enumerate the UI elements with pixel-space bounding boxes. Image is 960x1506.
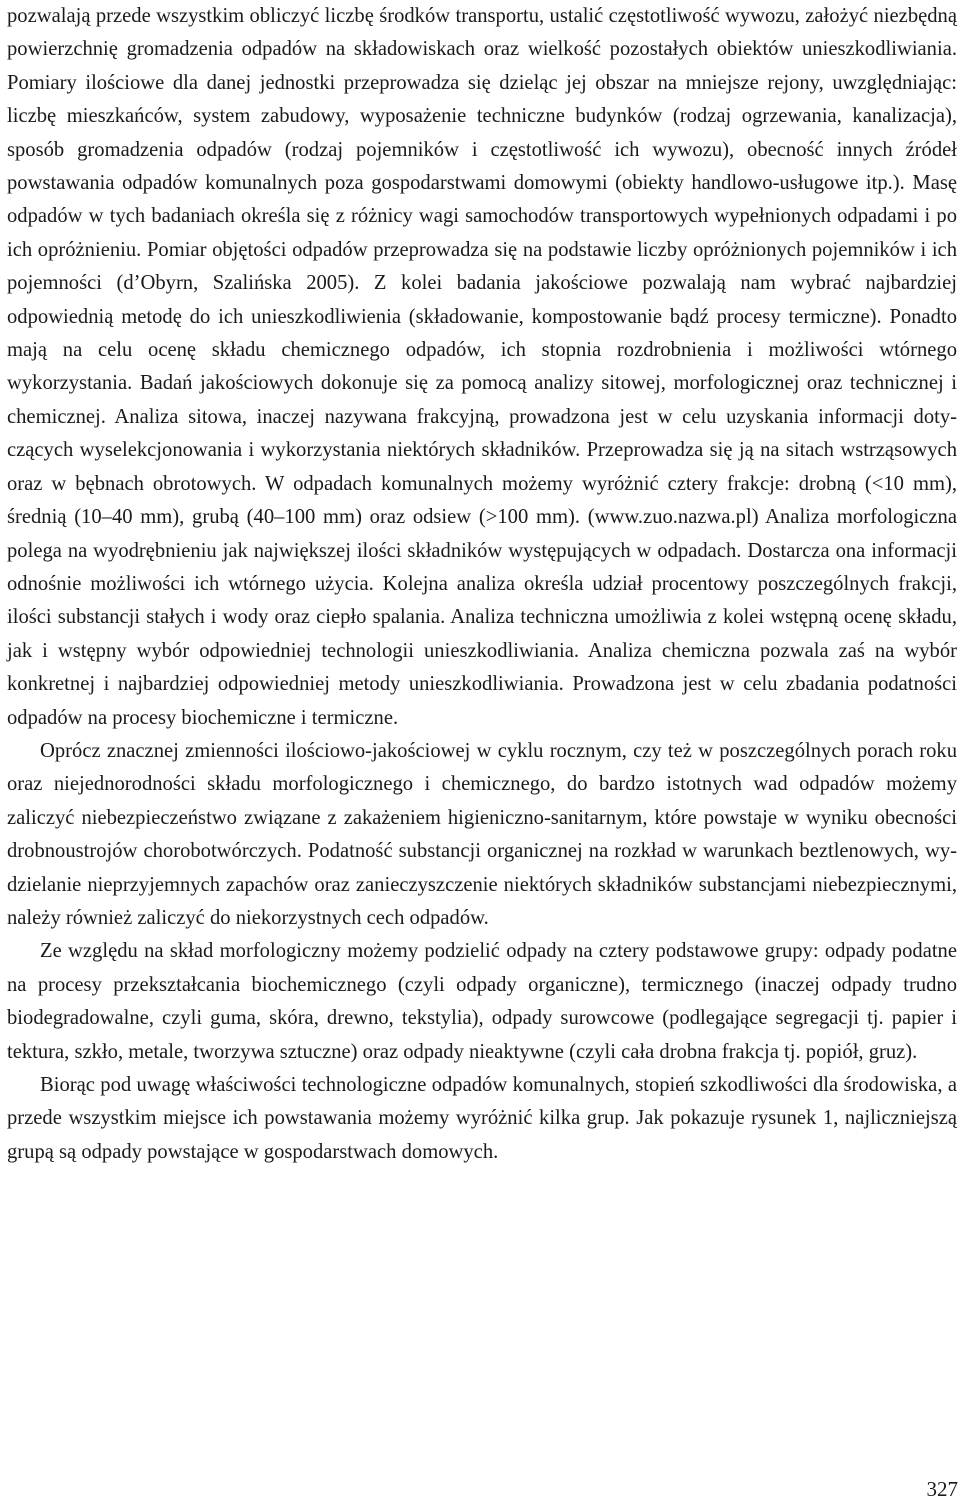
body-paragraph-2: Oprócz znacznej zmienności ilościowo-jakościowej w cyklu rocznym, czy też w poszczególnych porach roku oraz niejednorodności składu morfologicznego i chemicznego, do bardzo istotnych wad odpadów możemy zaliczyć niebezpieczeństwo związane z zakażeniem higieniczno-sanitarnym, które powstaje w wyniku obecności drobnoustrojów chorobotwórczych. Podatność substancji organicznej na rozkład w warunkach beztlenowych, wydzielanie nieprzyjemnych zapachów oraz zanieczyszczenie niektórych składników substancjami niebezpiecznymi, należy również zaliczyć do niekorzystnych cech odpadów. xyxy=(7,739,957,929)
body-paragraph-4: Biorąc pod uwagę właściwości technologiczne odpadów komunalnych, stopień szkodliwości dla środowiska, a przede wszystkim miejsce ich powstawania możemy wyróżnić kilka grup. Jak pokazuje rysunek 1, najliczniejszą grupą są odpady powstające w gospodarstwach domowych. xyxy=(7,1074,957,1163)
body-paragraph-3: Ze względu na skład morfologiczny możemy podzielić odpady na cztery podstawowe grupy: odpady podatne na procesy przekształcania biochemicznego (czyli odpady organiczne), termicznego (inaczej odpady trudno biodegradowalne, czyli guma, skóra, drewno, tekstylia), odpady surowcowe (podlegające segregacji tj. papier i tektura, szkło, metale, tworzywa sztuczne) oraz odpady nieaktywne (czyli cała drobna frakcja tj. popiół, gruz). xyxy=(7,940,957,1063)
page-number: 327 xyxy=(926,1477,958,1501)
document-page xyxy=(7,0,957,1169)
body-paragraph-1: pozwalają przede wszystkim obliczyć liczbę środków transportu, ustalić częstotliwość wywozu, założyć niezbędną powierzchnię gromadzenia odpadów na składowiskach oraz wielkość pozostałych obiektów unieszkodliwiania. Pomiary ilościowe dla danej jednostki przeprowadza się dzieląc jej obszar na mniejsze rejony, uwzględniając: liczbę mieszkańców, system zabudowy, wyposażenie techniczne budynków (rodzaj ogrzewania, kanalizacja), sposób gromadzenia odpadów (rodzaj pojemników i częstotliwość ich wywozu), obecność innych źródeł powstawania odpadów komunalnych poza gospodarstwami domowymi (obiekty handlowo-usługowe itp.). Masę odpadów w tych badaniach określa się z różnicy wagi samochodów transportowych wypełnionych odpadami i po ich opróżnieniu. Pomiar objętości odpadów przeprowadza się na podstawie liczby opróżnionych pojemników i ich pojemności (d’Obyrn, Szalińska 2005). Z kolei badania jakościowe pozwalają nam wybrać najbardziej odpowiednią metodę do ich unieszkodliwienia (składowanie, kompostowanie bądź procesy termiczne). Ponadto mają na celu ocenę składu chemicznego odpadów, ich stopnia rozdrobnienia i możliwości wtórnego wykorzystania. Badań jakościowych dokonuje się za pomocą analizy sitowej, morfologicznej oraz technicznej i chemicznej. Analiza sitowa, inaczej nazywana frakcyjną, prowadzona jest w celu uzyskania informacji dotyczących wyselekcjonowania i wykorzystania niektórych składników. Przeprowadza się ją na sitach wstrząsowych oraz w bębnach obrotowych. W odpadach komunalnych możemy wyróżnić cztery frakcje: drobną (<10 mm), średnią (10–40 mm), grubą (40–100 mm) oraz odsiew (>100 mm). (www.zuo.nazwa.pl) Analiza morfologiczna polega na wyodrębnieniu jak największej ilości składników występujących w odpadach. Dostarcza ona informacji odnośnie możliwości ich wtórnego użycia. Kolejna analiza określa udział procentowy poszczególnych frakcji, ilości substancji stałych i wody oraz ciepło spalania. Analiza techniczna umożliwia z kolei wstępną ocenę składu, jak i wstępny wybór odpowiedniej technologii unieszkodliwiania. Analiza chemiczna pozwala zaś na wybór konkretnej i najbardziej odpowiedniej metody unieszkodliwiania. Prowadzona jest w celu zbadania podatności odpadów na procesy biochemiczne i termiczne. xyxy=(7,5,957,729)
